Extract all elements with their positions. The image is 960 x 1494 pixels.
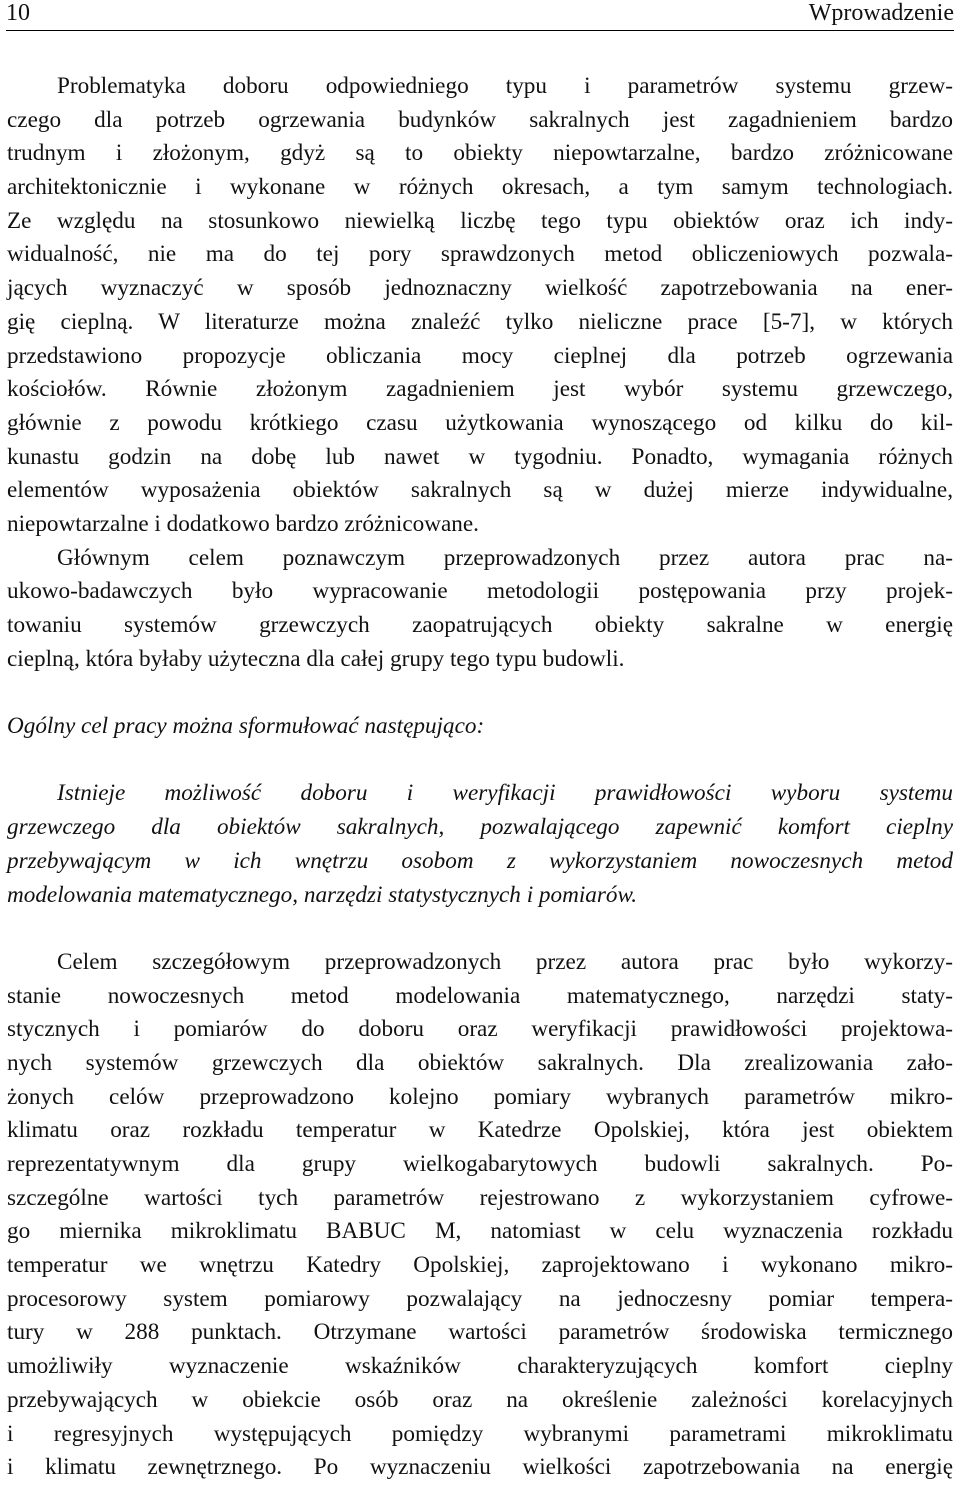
text-line: głównie z powodu krótkiego czasu użytkowania wynoszącego od kilku do kil- — [7, 409, 953, 436]
running-header — [6, 0, 954, 31]
body-text — [7, 70, 953, 1485]
text-line: przedstawiono propozycje obliczania mocy cieplnej dla potrzeb ogrzewania — [7, 342, 953, 369]
text-line: grzewczego dla obiektów sakralnych, pozwalającego zapewnić komfort cieplny — [7, 814, 953, 841]
paragraph-detailed-goal — [7, 946, 953, 1485]
text-line: widualność, nie ma do tej pory sprawdzonych metod obliczeniowych pozwala- — [7, 241, 953, 268]
text-line: stanie nowoczesnych metod modelowania matematycznego, narzędzi staty- — [7, 982, 953, 1009]
paragraph-intro — [7, 70, 953, 542]
spacer — [7, 912, 953, 946]
text-line: i regresyjnych występujących pomiędzy wybranymi parametrami mikroklimatu — [7, 1420, 953, 1447]
text-line: Celem szczegółowym przeprowadzonych przez autora prac było wykorzy- — [57, 948, 953, 975]
text-line: umożliwiły wyznaczenie wskaźników charakteryzujących komfort cieplny — [7, 1353, 953, 1380]
text-line: stycznych i pomiarów do doboru oraz weryfikacji prawidłowości projektowa- — [7, 1016, 953, 1043]
text-line: Ze względu na stosunkowo niewielką liczbę tego typu obiektów oraz ich indy- — [7, 207, 953, 234]
section-title: Wprowadzenie — [808, 0, 954, 26]
text-line: szczególne wartości tych parametrów rejestrowano z wykorzystaniem cyfrowe- — [7, 1184, 953, 1211]
spacer — [7, 676, 953, 710]
text-line: tury w 288 punktach. Otrzymane wartości parametrów środowiska termicznego — [7, 1319, 953, 1346]
text-line: architektonicznie i wykonane w różnych okresach, a tym samym technologiach. — [7, 174, 953, 201]
text-line: temperatur we wnętrzu Katedry Opolskiej, zaprojektowano i wykonano mikro- — [7, 1252, 953, 1279]
goal-heading: Ogólny cel pracy można sformułować następująco: — [7, 713, 485, 740]
paragraph-main-goal — [7, 542, 953, 677]
text-line: niepowtarzalne i dodatkowo bardzo zróżnicowane. — [7, 510, 479, 537]
text-line: klimatu oraz rozkładu temperatur w Katedrze Opolskiej, która jest obiektem — [7, 1117, 953, 1144]
text-line: przebywających w obiekcie osób oraz na określenie zależności korelacyjnych — [7, 1386, 953, 1413]
text-line: i klimatu zewnętrznego. Po wyznaczeniu wielkości zapotrzebowania na energię — [7, 1454, 953, 1481]
text-line: modelowania matematycznego, narzędzi statystycznych i pomiarów. — [7, 881, 638, 908]
text-line: Problematyka doboru odpowiedniego typu i parametrów systemu grzew- — [57, 73, 953, 99]
text-line: jących wyznaczyć w sposób jednoznaczny wielkość zapotrzebowania na ener- — [7, 275, 953, 302]
spacer — [7, 744, 953, 778]
text-line: trudnym i złożonym, gdyż są to obiekty niepowtarzalne, bardzo zróżnicowane — [7, 140, 953, 167]
text-line: procesorowy system pomiarowy pozwalający na jednoczesny pomiar tempera- — [7, 1285, 953, 1312]
text-line: reprezentatywnym dla grupy wielkogabarytowych budowli sakralnych. Po- — [7, 1151, 953, 1177]
text-line: nych systemów grzewczych dla obiektów sakralnych. Dla zrealizowania zało- — [7, 1049, 953, 1076]
text-line: go miernika mikroklimatu BABUC M, natomiast w celu wyznaczenia rozkładu — [7, 1218, 953, 1245]
page-number: 10 — [6, 0, 30, 26]
text-line: żonych celów przeprowadzono kolejno pomiary wybranych parametrów mikro- — [7, 1083, 953, 1110]
text-line: kunastu godzin na dobę lub nawet w tygodniu. Ponadto, wymagania różnych — [7, 443, 953, 470]
text-line: Głównym celem poznawczym przeprowadzonych przez autora prac na- — [57, 544, 953, 571]
text-line: ukowo-badawczych było wypracowanie metodologii postępowania przy projek- — [7, 578, 953, 605]
text-line: cieplną, która byłaby użyteczna dla całej grupy tego typu budowli. — [7, 645, 625, 672]
text-line: gię cieplną. W literaturze można znaleźć tylko nieliczne prace [5-7], w których — [7, 308, 953, 335]
text-line: Istnieje możliwość doboru i weryfikacji prawidłowości wyboru systemu — [57, 780, 953, 807]
text-line: czego dla potrzeb ogrzewania budynków sakralnych jest zagadnieniem bardzo — [7, 106, 953, 133]
text-line: elementów wyposażenia obiektów sakralnych są w dużej mierze indywidualne, — [7, 477, 953, 504]
thesis-statement — [7, 777, 953, 912]
text-line: kościołów. Równie złożonym zagadnieniem jest wybór systemu grzewczego, — [7, 376, 953, 403]
text-line: towaniu systemów grzewczych zaopatrujących obiekty sakralne w energię — [7, 612, 953, 638]
text-line: przebywającym w ich wnętrzu osobom z wykorzystaniem nowoczesnych metod — [7, 847, 953, 874]
